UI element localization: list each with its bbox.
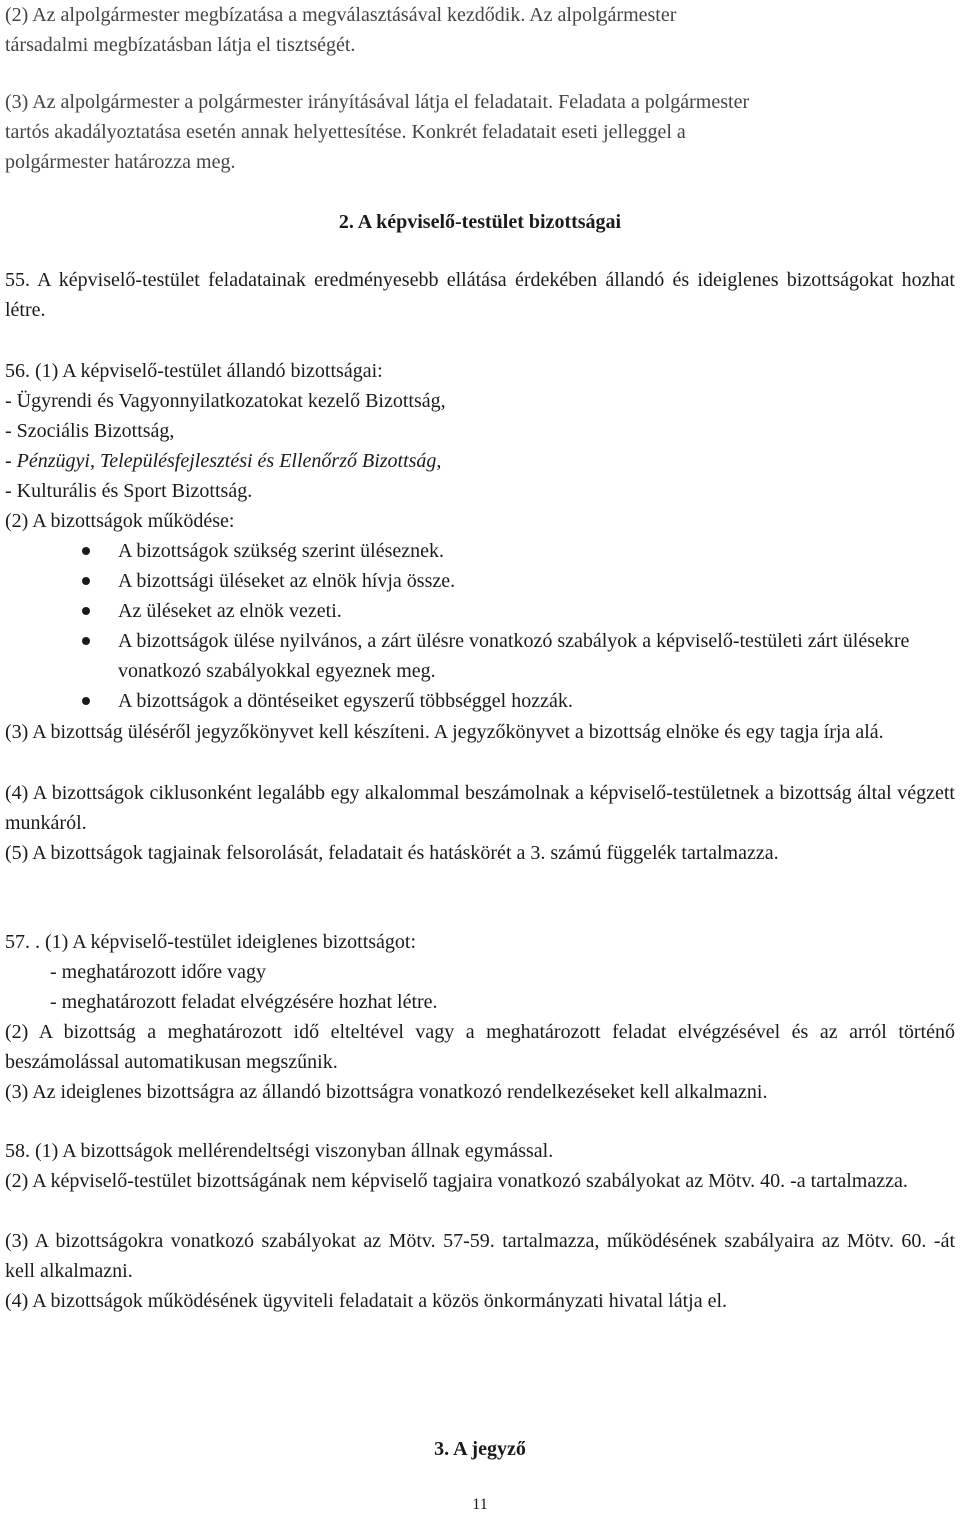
list-item: - Szociális Bizottság,	[5, 420, 175, 442]
text-line: tartós akadályoztatása esetén annak helyettesítése. Konkrét feladatait eseti jelleggel a	[5, 121, 686, 143]
text-line: polgármester határozza meg.	[5, 151, 236, 173]
bullet-icon	[82, 547, 90, 555]
paragraph-58-3: (3) A bizottságokra vonatkozó szabályokat az Mötv. 57-59. tartalmazza, működésének szabályaira az Mötv. 60. -át kell alkalmazni.	[5, 1230, 955, 1282]
list-item	[0, 626, 960, 686]
paragraph-57-3: (3) Az ideiglenes bizottságra az állandó bizottságra vonatkozó rendelkezéseket kell alkalmazni.	[5, 1081, 768, 1103]
bullet-text: A bizottságok ülése nyilvános, a zárt ülésre vonatkozó szabályok a képviselő-testületi zárt ülésekre vonatkozó szabályokkal egyeznek meg.	[118, 630, 910, 682]
list-item: - meghatározott időre vagy	[50, 961, 267, 983]
text-line: (2) A bizottságok működése:	[5, 510, 235, 532]
paragraph-58-1: 58. (1) A bizottságok mellérendeltségi viszonyban állnak egymással.	[5, 1140, 554, 1162]
bullet-icon	[82, 697, 90, 705]
section-heading: 2. A képviselő-testület bizottságai	[338, 211, 622, 233]
paragraph-56-3: (3) A bizottság üléséről jegyzőkönyvet kell készíteni. A jegyzőkönyvet a bizottság elnöke és egy tagja írja alá.	[5, 721, 884, 743]
bullet-text: A bizottságok a döntéseiket egyszerű többséggel hozzák.	[118, 690, 573, 712]
bullet-text: Az üléseket az elnök vezeti.	[118, 600, 342, 622]
list-item	[0, 596, 960, 626]
paragraph-58-2: (2) A képviselő-testület bizottságának nem képviselő tagjaira vonatkozó szabályokat az Mötv. 40. -a tartalmazza.	[5, 1170, 908, 1192]
list-item: - Ügyrendi és Vagyonnyilatkozatokat kezelő Bizottság,	[5, 390, 446, 412]
list-item: - meghatározott feladat elvégzésére hozhat létre.	[50, 991, 438, 1013]
bullet-icon	[82, 577, 90, 585]
bullet-text: A bizottságok szükség szerint üléseznek.	[118, 540, 445, 562]
bullet-list	[0, 536, 960, 716]
bullet-icon	[82, 637, 90, 645]
paragraph-deputy-mayor-2	[5, 0, 955, 60]
paragraph-56-4: (4) A bizottságok ciklusonként legalább egy alkalommal beszámolnak a képviselő-testületnek a bizottság által végzett munkáról.	[5, 782, 955, 834]
paragraph-55: 55. A képviselő-testület feladatainak eredményesebb ellátása érdekében állandó és ideiglenes bizottságokat hozhat létre.	[5, 269, 955, 321]
list-item	[0, 566, 960, 596]
list-item: - Pénzügyi, Településfejlesztési és Ellenőrző Bizottság,	[5, 450, 442, 472]
list-item	[0, 536, 960, 566]
list-item: - Kulturális és Sport Bizottság.	[5, 480, 253, 502]
bullet-icon	[82, 607, 90, 615]
text-line: társadalmi megbízatásban látja el tisztségét.	[5, 34, 356, 56]
text-line: (2) Az alpolgármester megbízatása a megválasztásával kezdődik. Az alpolgármester	[5, 4, 677, 26]
text-line: (3) Az alpolgármester a polgármester irányításával látja el feladatait. Feladata a polgármester	[5, 91, 750, 113]
paragraph-57	[5, 927, 955, 1017]
paragraph-56	[5, 356, 955, 536]
bullet-text: A bizottsági üléseket az elnök hívja össze.	[118, 570, 456, 592]
paragraph-56-5: (5) A bizottságok tagjainak felsorolását, feladatait és hatáskörét a 3. számú függelék tartalmazza.	[5, 842, 779, 864]
page-number: 11	[472, 1496, 488, 1513]
text-line: 57. . (1) A képviselő-testület ideiglenes bizottságot:	[5, 931, 417, 953]
paragraph-deputy-mayor-3	[5, 87, 955, 177]
paragraph-58-4: (4) A bizottságok működésének ügyviteli feladatait a közös önkormányzati hivatal látja el.	[5, 1290, 728, 1312]
section-heading: 3. A jegyző	[434, 1438, 526, 1460]
text-line: 56. (1) A képviselő-testület állandó bizottságai:	[5, 360, 383, 382]
paragraph-57-2: (2) A bizottság a meghatározott idő elteltével vagy a meghatározott feladat elvégzésével és az arról történő beszámolással automatikusan megszűnik.	[5, 1021, 955, 1073]
list-item	[0, 686, 960, 716]
